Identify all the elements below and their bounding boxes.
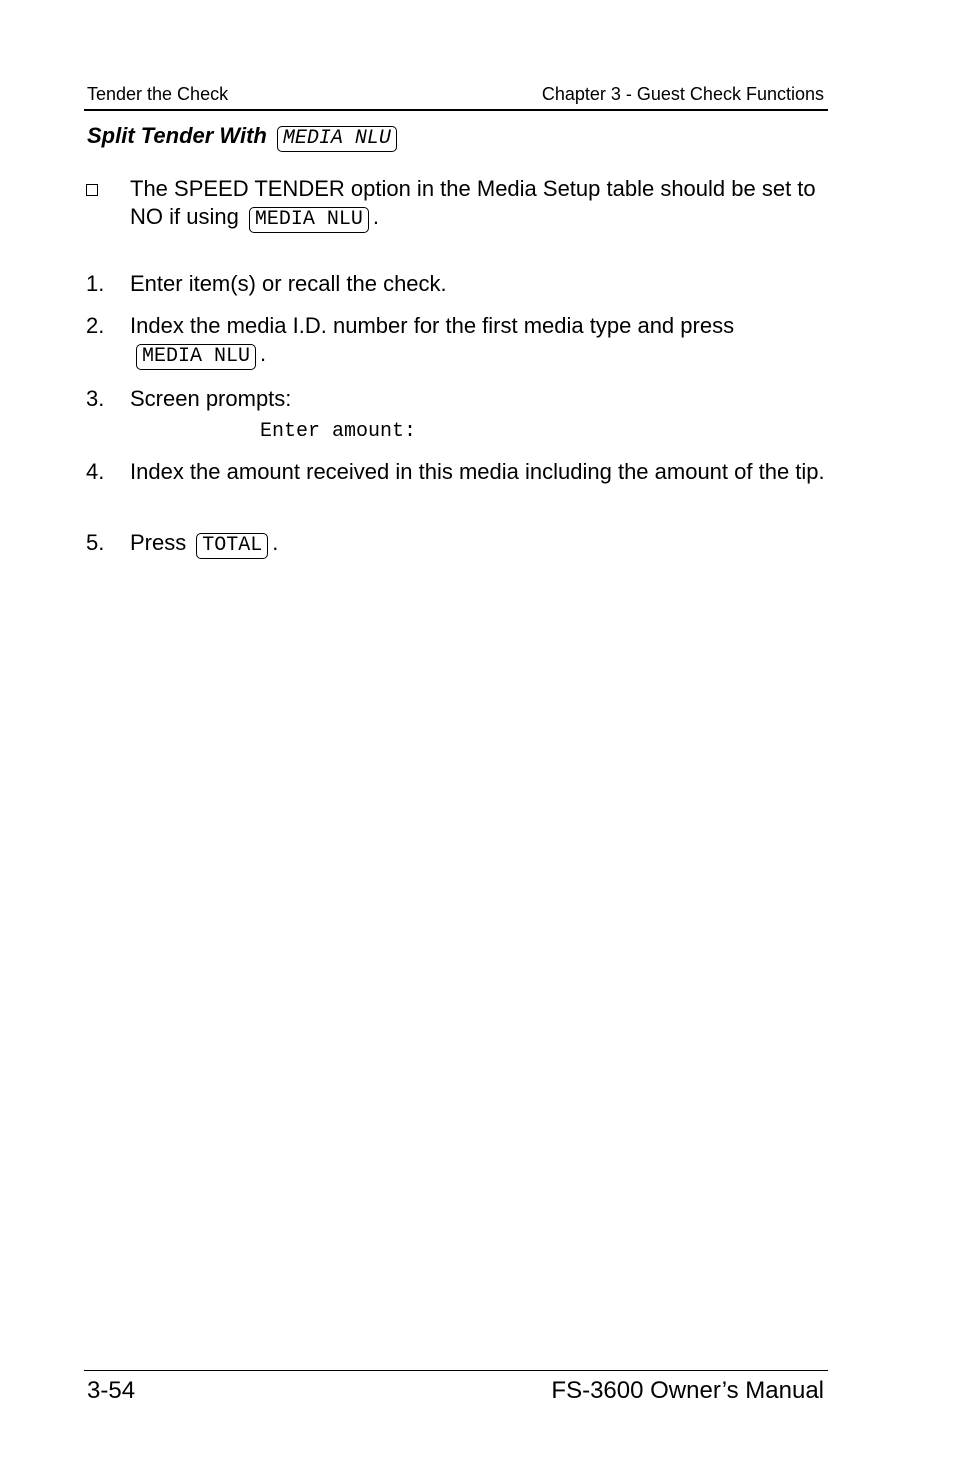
- screen-prompt: Enter amount:: [260, 420, 417, 443]
- step-text: Screen prompts:: [130, 386, 292, 411]
- step-1: [86, 270, 826, 298]
- media-nlu-key: MEDIA NLU: [136, 344, 256, 370]
- note-item: [86, 175, 826, 233]
- step-text: Index the amount received in this media including the amount of the tip.: [130, 459, 825, 484]
- step-3: [86, 385, 826, 413]
- header-section-name: Tender the Check: [87, 84, 229, 104]
- page-header: [84, 83, 828, 111]
- step-number: 5.: [86, 530, 105, 555]
- step-text: Enter item(s) or recall the check.: [130, 271, 447, 296]
- checkbox-icon: [86, 175, 98, 203]
- step-number: 1.: [86, 271, 105, 296]
- media-nlu-key: MEDIA NLU: [277, 126, 397, 152]
- page-footer: [84, 1370, 828, 1404]
- step-number: 3.: [86, 386, 105, 411]
- section-title-text: Split Tender With: [87, 123, 267, 148]
- step-4: [86, 458, 826, 486]
- note-text-after: .: [372, 204, 379, 229]
- total-key: TOTAL: [196, 533, 268, 559]
- manual-title: FS-3600 Owner’s Manual: [551, 1377, 824, 1404]
- step-text-after: .: [260, 341, 267, 366]
- media-nlu-key: MEDIA NLU: [249, 207, 369, 233]
- step-5: [86, 529, 826, 559]
- step-text-after: .: [272, 530, 279, 555]
- header-chapter-name: Chapter 3 - Guest Check Functions: [541, 84, 824, 104]
- step-number: 2.: [86, 313, 105, 338]
- step-number: 4.: [86, 459, 105, 484]
- step-2: [86, 312, 826, 370]
- step-text: Index the media I.D. number for the first media type and press: [130, 313, 735, 338]
- page-number: 3-54: [87, 1377, 136, 1404]
- section-title: [87, 123, 401, 152]
- step-text: Press: [130, 530, 187, 555]
- note-text: The SPEED TENDER option in the Media Setup table should be set to NO if using: [130, 176, 816, 229]
